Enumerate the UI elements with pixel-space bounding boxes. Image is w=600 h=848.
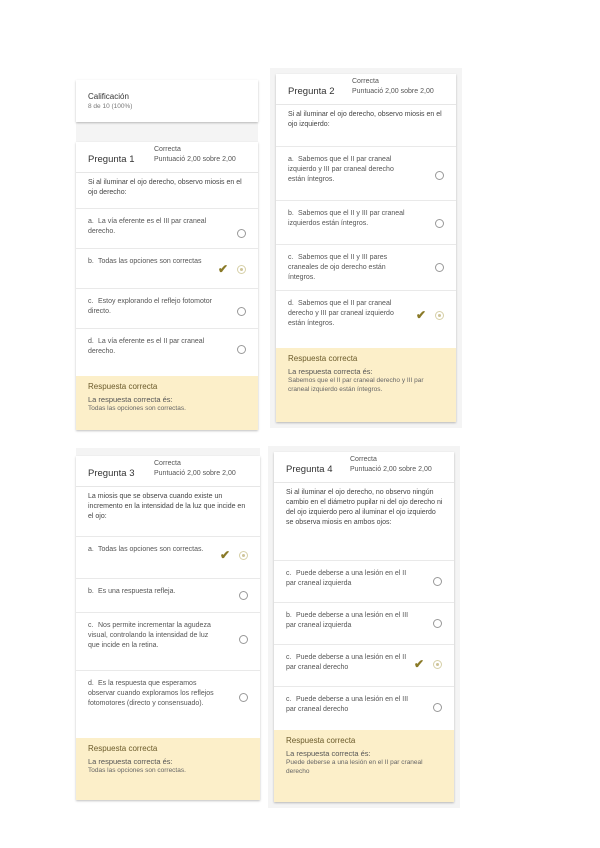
points-label: Puntuació 2,00 sobre 2,00 xyxy=(154,470,236,477)
feedback-label: La respuesta correcta és: xyxy=(88,757,173,766)
radio-icon[interactable] xyxy=(239,551,248,560)
option-letter: b. xyxy=(288,210,294,217)
radio-icon[interactable] xyxy=(237,307,246,316)
points-label: Puntuació 2,00 sobre 2,00 xyxy=(154,156,236,163)
answer-option[interactable] xyxy=(76,612,260,670)
feedback-label: La respuesta correcta és: xyxy=(288,367,373,376)
option-letter: a. xyxy=(88,218,94,225)
radio-icon[interactable] xyxy=(435,311,444,320)
question-text: Si al iluminar el ojo derecho, observo miosis en el ojo izquierdo: xyxy=(288,111,442,128)
answer-option[interactable] xyxy=(274,686,454,726)
question-card-1 xyxy=(76,142,258,430)
question-header xyxy=(276,74,456,105)
question-header xyxy=(76,142,258,173)
feedback-box xyxy=(76,376,258,430)
option-text: La vía eferente es el III par craneal derecho. xyxy=(88,218,207,235)
radio-icon[interactable] xyxy=(237,229,246,238)
option-letter: c. xyxy=(286,696,292,703)
points-label: Puntuació 2,00 sobre 2,00 xyxy=(352,88,434,95)
option-text: Estoy explorando el reflejo fotomotor directo. xyxy=(88,298,213,315)
option-text: La vía eferente es el II par craneal derecho. xyxy=(88,338,205,355)
radio-icon[interactable] xyxy=(433,703,442,712)
answer-option[interactable] xyxy=(276,200,456,244)
panel-q3 xyxy=(76,448,260,800)
option-letter: c. xyxy=(288,254,294,261)
feedback-answer: Sabemos que el II par craneal derecho y III par craneal izquierdo están íntegros. xyxy=(288,377,424,393)
option-text: Sabemos que el II par craneal derecho y III par craneal izquierdo están íntegros. xyxy=(288,300,394,327)
option-letter: b. xyxy=(88,588,94,595)
question-status xyxy=(154,145,236,165)
check-icon: ✔ xyxy=(415,308,426,322)
question-text: Si al iluminar el ojo derecho, no observo ningún cambio en el diámetro pupilar ni del ojo derecho ni del ojo izquierdo pero al iluminar el ojo izquierdo se observa miosis en ambos ojos: xyxy=(286,489,443,526)
answer-option[interactable] xyxy=(274,560,454,602)
option-text: Todas las opciones son correctas. xyxy=(98,546,204,553)
feedback-box xyxy=(274,730,454,802)
answer-option[interactable] xyxy=(76,536,260,578)
radio-icon[interactable] xyxy=(239,635,248,644)
answer-option[interactable] xyxy=(276,290,456,346)
answer-option[interactable] xyxy=(76,670,260,732)
question-header xyxy=(76,456,260,487)
question-title: Pregunta 2 xyxy=(288,86,335,97)
grade-label: Calificación xyxy=(88,92,129,101)
option-text: Es una respuesta refleja. xyxy=(98,588,176,595)
feedback-title: Respuesta correcta xyxy=(286,736,356,745)
option-text: Puede deberse a una lesión en el II par craneal derecho xyxy=(286,654,407,671)
radio-icon[interactable] xyxy=(433,619,442,628)
feedback-box xyxy=(276,348,456,422)
question-status xyxy=(352,77,434,97)
radio-icon[interactable] xyxy=(237,345,246,354)
radio-icon[interactable] xyxy=(435,263,444,272)
status-label: Correcta xyxy=(352,78,379,85)
feedback-answer: Puede deberse a una lesión en el II par craneal derecho xyxy=(286,759,423,775)
option-letter: c. xyxy=(286,570,292,577)
radio-icon[interactable] xyxy=(433,577,442,586)
status-label: Correcta xyxy=(154,146,181,153)
question-title: Pregunta 1 xyxy=(88,154,135,165)
question-title: Pregunta 4 xyxy=(286,464,333,475)
radio-icon[interactable] xyxy=(435,219,444,228)
option-text: Nos permite incrementar la agudeza visual, controlando la intensidad de luz que incide en la retina. xyxy=(88,622,211,649)
option-letter: a. xyxy=(288,156,294,163)
option-text: Puede deberse a una lesión en el III par craneal izquierda xyxy=(286,612,409,629)
option-text: Sabemos que el II par craneal izquierdo y III par craneal derecho están íntegros. xyxy=(288,156,394,183)
feedback-label: La respuesta correcta és: xyxy=(286,749,371,758)
option-letter: d. xyxy=(88,338,94,345)
feedback-title: Respuesta correcta xyxy=(288,354,358,363)
answer-option[interactable] xyxy=(274,602,454,644)
option-text: Todas las opciones son correctas xyxy=(98,258,202,265)
radio-icon[interactable] xyxy=(237,265,246,274)
option-text: Puede deberse a una lesión en el II par craneal izquierda xyxy=(286,570,407,587)
panel-q1 xyxy=(76,80,258,430)
option-text: Sabemos que el II y III pares craneales de ojo derecho están íntegros. xyxy=(288,254,388,281)
question-card-4 xyxy=(274,452,454,802)
points-label: Puntuació 2,00 sobre 2,00 xyxy=(350,466,432,473)
option-letter: d. xyxy=(288,300,294,307)
answer-option[interactable] xyxy=(274,644,454,686)
answer-option[interactable] xyxy=(76,208,258,248)
feedback-answer: Todas las opciones son correctas. xyxy=(88,767,186,774)
question-card-2 xyxy=(276,74,456,422)
panel-q4 xyxy=(268,446,460,808)
check-icon: ✔ xyxy=(217,262,228,276)
answer-option[interactable] xyxy=(76,328,258,368)
question-status xyxy=(154,459,236,479)
status-label: Correcta xyxy=(154,460,181,467)
option-text: Puede deberse a una lesión en el III par craneal derecho xyxy=(286,696,409,713)
check-icon: ✔ xyxy=(219,548,230,562)
option-letter: c. xyxy=(88,298,94,305)
option-letter: c. xyxy=(88,622,94,629)
answer-option[interactable] xyxy=(76,288,258,328)
feedback-title: Respuesta correcta xyxy=(88,382,158,391)
panel-q2 xyxy=(270,68,462,428)
answer-option[interactable] xyxy=(76,578,260,612)
answer-option[interactable] xyxy=(276,146,456,200)
grade-value: 8 de 10 (100%) xyxy=(88,103,133,110)
question-text: La miosis que se observa cuando existe un incremento en la intensidad de la luz que incide en el ojo: xyxy=(88,493,246,520)
check-icon: ✔ xyxy=(413,657,424,671)
radio-icon[interactable] xyxy=(239,693,248,702)
feedback-label: La respuesta correcta és: xyxy=(88,395,173,404)
question-title: Pregunta 3 xyxy=(88,468,135,479)
feedback-title: Respuesta correcta xyxy=(88,744,158,753)
feedback-box xyxy=(76,738,260,800)
radio-icon[interactable] xyxy=(239,591,248,600)
feedback-answer: Todas las opciones son correctas. xyxy=(88,405,186,412)
radio-icon[interactable] xyxy=(433,660,442,669)
option-letter: d. xyxy=(88,680,94,687)
question-text: Si al iluminar el ojo derecho, observo miosis en el ojo derecho: xyxy=(88,179,242,196)
question-header xyxy=(274,452,454,483)
option-letter: a. xyxy=(88,546,94,553)
option-text: Sabemos que el II y III par craneal izquierdos están íntegros. xyxy=(288,210,405,227)
radio-icon[interactable] xyxy=(435,171,444,180)
status-label: Correcta xyxy=(350,456,377,463)
option-letter: c. xyxy=(286,654,292,661)
answer-option[interactable] xyxy=(276,244,456,290)
option-text: Es la respuesta que esperamos observar cuando exploramos los reflejos fotomotores (directo y consensuado). xyxy=(88,680,214,707)
answer-option[interactable] xyxy=(76,248,258,288)
grade-card xyxy=(76,80,258,122)
option-letter: b. xyxy=(88,258,94,265)
option-letter: b. xyxy=(286,612,292,619)
question-card-3 xyxy=(76,456,260,800)
question-status xyxy=(350,455,432,475)
